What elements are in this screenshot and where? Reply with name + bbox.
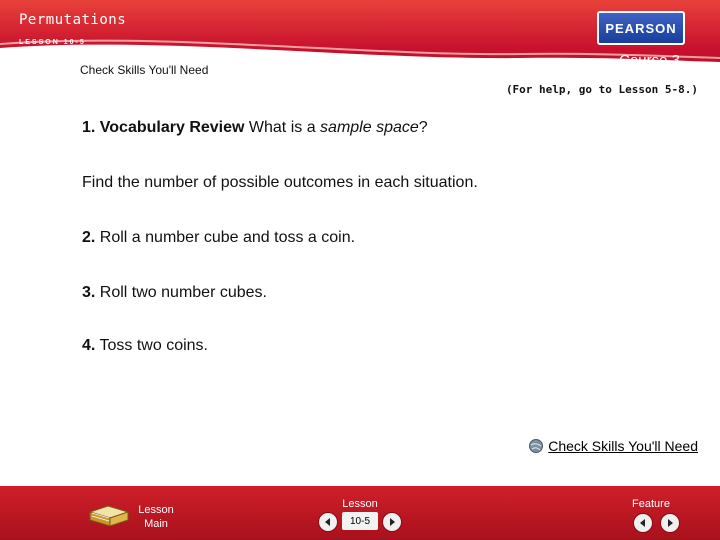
globe-icon <box>528 438 544 454</box>
lesson-next-button[interactable] <box>382 512 402 532</box>
instructions: Find the number of possible outcomes in each situation. <box>82 174 478 191</box>
question-1 <box>82 119 428 137</box>
question-2-number: 2. <box>82 229 96 246</box>
lesson-label: Lesson <box>342 498 378 510</box>
question-4-text: Toss two coins. <box>99 337 208 354</box>
book-icon[interactable] <box>88 500 130 530</box>
question-2-text: Roll a number cube and toss a coin. <box>99 229 356 246</box>
course-label: Course 3 <box>619 52 680 69</box>
lesson-tag: LESSON 10-5 <box>19 39 86 46</box>
arrow-right-icon <box>665 518 675 528</box>
question-1-end: ? <box>418 119 428 136</box>
arrow-left-icon <box>323 517 333 527</box>
pearson-logo: PEARSON <box>597 11 685 45</box>
section-label: Check Skills You'll Need <box>80 63 209 77</box>
question-1-bold: Vocabulary Review <box>99 119 245 136</box>
check-skills-link[interactable] <box>528 438 698 454</box>
question-1-number: 1. <box>82 119 96 136</box>
lesson-main-line2: Main <box>144 518 168 530</box>
question-4-number: 4. <box>82 337 96 354</box>
feature-next-button[interactable] <box>660 513 680 533</box>
check-skills-link-label: Check Skills You'll Need <box>548 438 698 454</box>
question-3-text: Roll two number cubes. <box>99 284 267 301</box>
lesson-main-line1: Lesson <box>138 504 174 516</box>
lesson-number: 10-5 <box>342 512 378 530</box>
page-title: Permutations <box>19 12 127 28</box>
arrow-right-icon <box>387 517 397 527</box>
feature-label: Feature <box>632 498 670 510</box>
slide-header <box>0 0 720 82</box>
question-3 <box>82 284 267 302</box>
lesson-main-link[interactable] <box>127 503 185 531</box>
question-1-italic: sample space <box>320 119 419 136</box>
question-2 <box>82 229 355 247</box>
lesson-prev-button[interactable] <box>318 512 338 532</box>
feature-prev-button[interactable] <box>633 513 653 533</box>
help-note: (For help, go to Lesson 5-8.) <box>505 83 698 96</box>
question-3-number: 3. <box>82 284 96 301</box>
arrow-left-icon <box>638 518 648 528</box>
question-4 <box>82 337 208 355</box>
question-1-text: What is a <box>248 119 316 136</box>
